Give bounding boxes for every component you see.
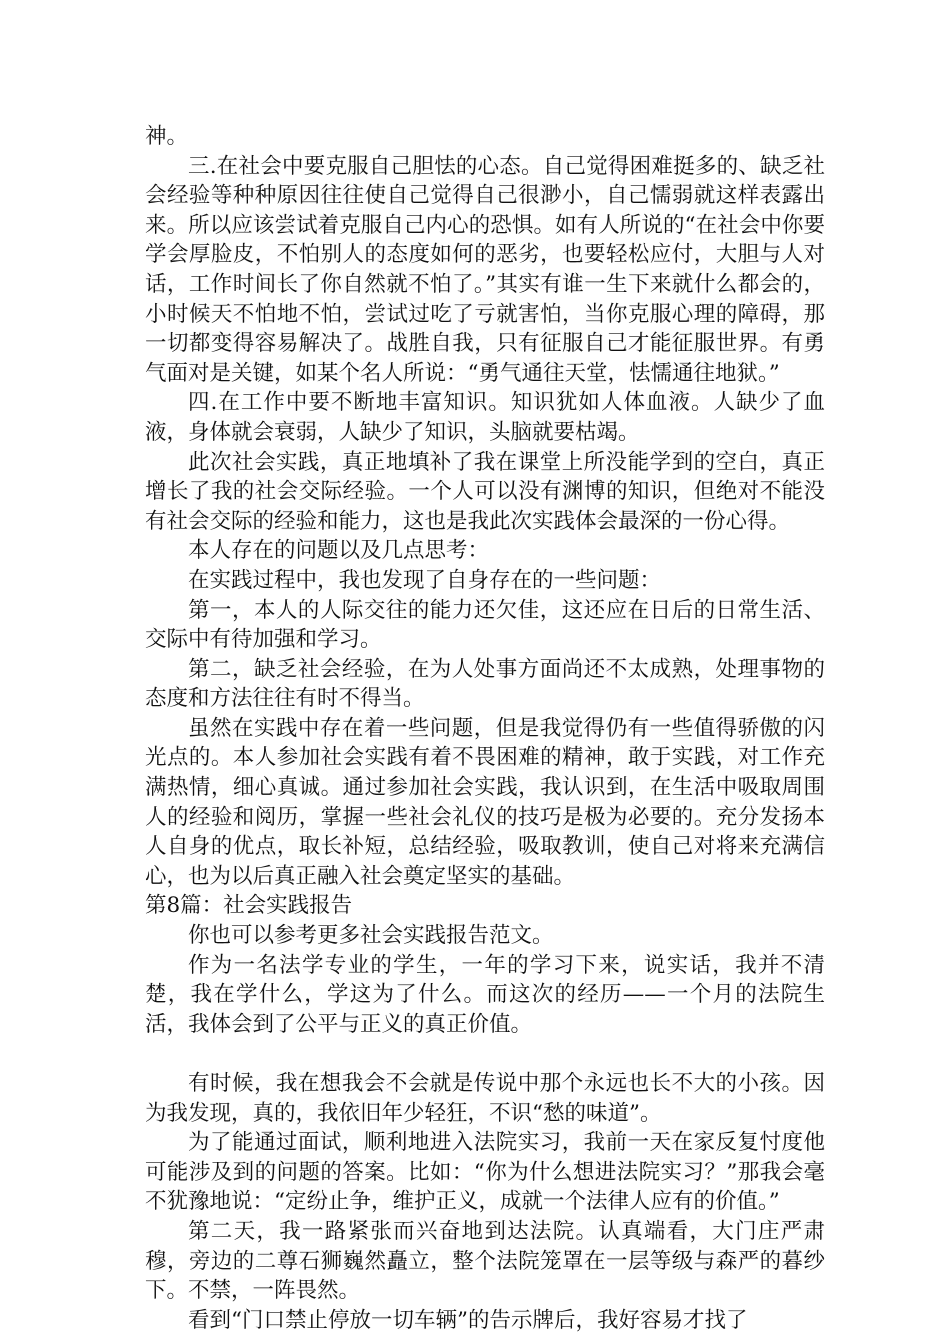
paragraph: 四.在工作中要不断地丰富知识。知识犹如人体血液。人缺少了血液，身体就会衰弱，人缺少了知识，头脑就要枯竭。 [145,390,825,445]
paragraph: 第一，本人的人际交往的能力还欠佳，这还应在日后的日常生活、交际中有待加强和学习。 [145,597,825,653]
paragraph: 虽然在实践中存在着一些问题，但是我觉得仍有一些值得骄傲的闪光点的。本人参加社会实践有着不畏困难的精神，敢于实践，对工作充满热情，细心真诚。通过参加社会实践，我认识到，在生活中吸取周围人的经验和阅历，掌握一些社会礼仪的技巧是极为必要的。充分发扬本人自身的优点，取长补短，总结经验，吸取教训，使自己对将来充满信心，也为以后真正融入社会奠定坚实的基础。 [145,715,825,889]
paragraph: 第二，缺乏社会经验，在为人处事方面尚还不太成熟，处理事物的态度和方法往往有时不得当。 [145,656,825,712]
paragraph: 第二天，我一路紧张而兴奋地到达法院。认真端看，大门庄严肃穆，旁边的二尊石狮巍然矗立，整个法院笼罩在一层等级与森严的暮纱下。不禁，一阵畏然。 [145,1218,825,1304]
paragraph: 本人存在的问题以及几点思考： [188,538,490,564]
paragraph: 此次社会实践，真正地填补了我在课堂上所没能学到的空白，真正增长了我的社会交际经验。一个人可以没有渊博的知识，但绝对不能没有社会交际的经验和能力，这也是我此次实践体会最深的一份心得。 [145,449,825,534]
paragraph: 为了能通过面试，顺利地进入法院实习，我前一天在家反复忖度他可能涉及到的问题的答案。比如：“你为什么想进法院实习？”那我会毫不犹豫地说：“定纷止争，维护正义，成就一个法律人应有的价值。” [145,1130,825,1215]
paragraph: 神。 [145,124,189,149]
paragraph: 作为一名法学专业的学生，一年的学习下来，说实话，我并不清楚，我在学什么，学这为了什么。而这次的经历——一个月的法院生活，我体会到了公平与正义的真正价值。 [145,952,825,1037]
paragraph: 有时候，我在想我会不会就是传说中那个永远也长不大的小孩。因为我发现，真的，我依旧年少轻狂，不识“愁的味道”。 [145,1071,825,1126]
paragraph: 你也可以参考更多社会实践报告范文。 [188,923,554,949]
blank-line [145,1039,825,1069]
section-heading: 第8篇：社会实践报告 [145,893,353,919]
document-body [145,122,825,1335]
paragraph: 在实践过程中，我也发现了自身存在的一些问题： [188,567,662,593]
paragraph: 三.在社会中要克服自己胆怯的心态。自己觉得困难挺多的、缺乏社会经验等种种原因往往使自己觉得自己很渺小，自己懦弱就这样表露出来。所以应该尝试着克服自己内心的恐惧。如有人所说的“在社会中你要学会厚脸皮，不怕别人的态度如何的恶劣，也要轻松应付，大胆与人对话，工作时间长了你自然就不怕了。”其实有谁一生下来就什么都会的，小时候天不怕地不怕，尝试过吃了亏就害怕，当你克服心理的障碍，那一切都变得容易解决了。战胜自我，只有征服自己才能征服世界。有勇气面对是关键，如某个名人所说：“勇气通往天堂，怯懦通往地狱。” [145,153,825,386]
paragraph: 看到“门口禁止停放一切车辆”的告示牌后，我好容易才找了 [188,1307,748,1333]
